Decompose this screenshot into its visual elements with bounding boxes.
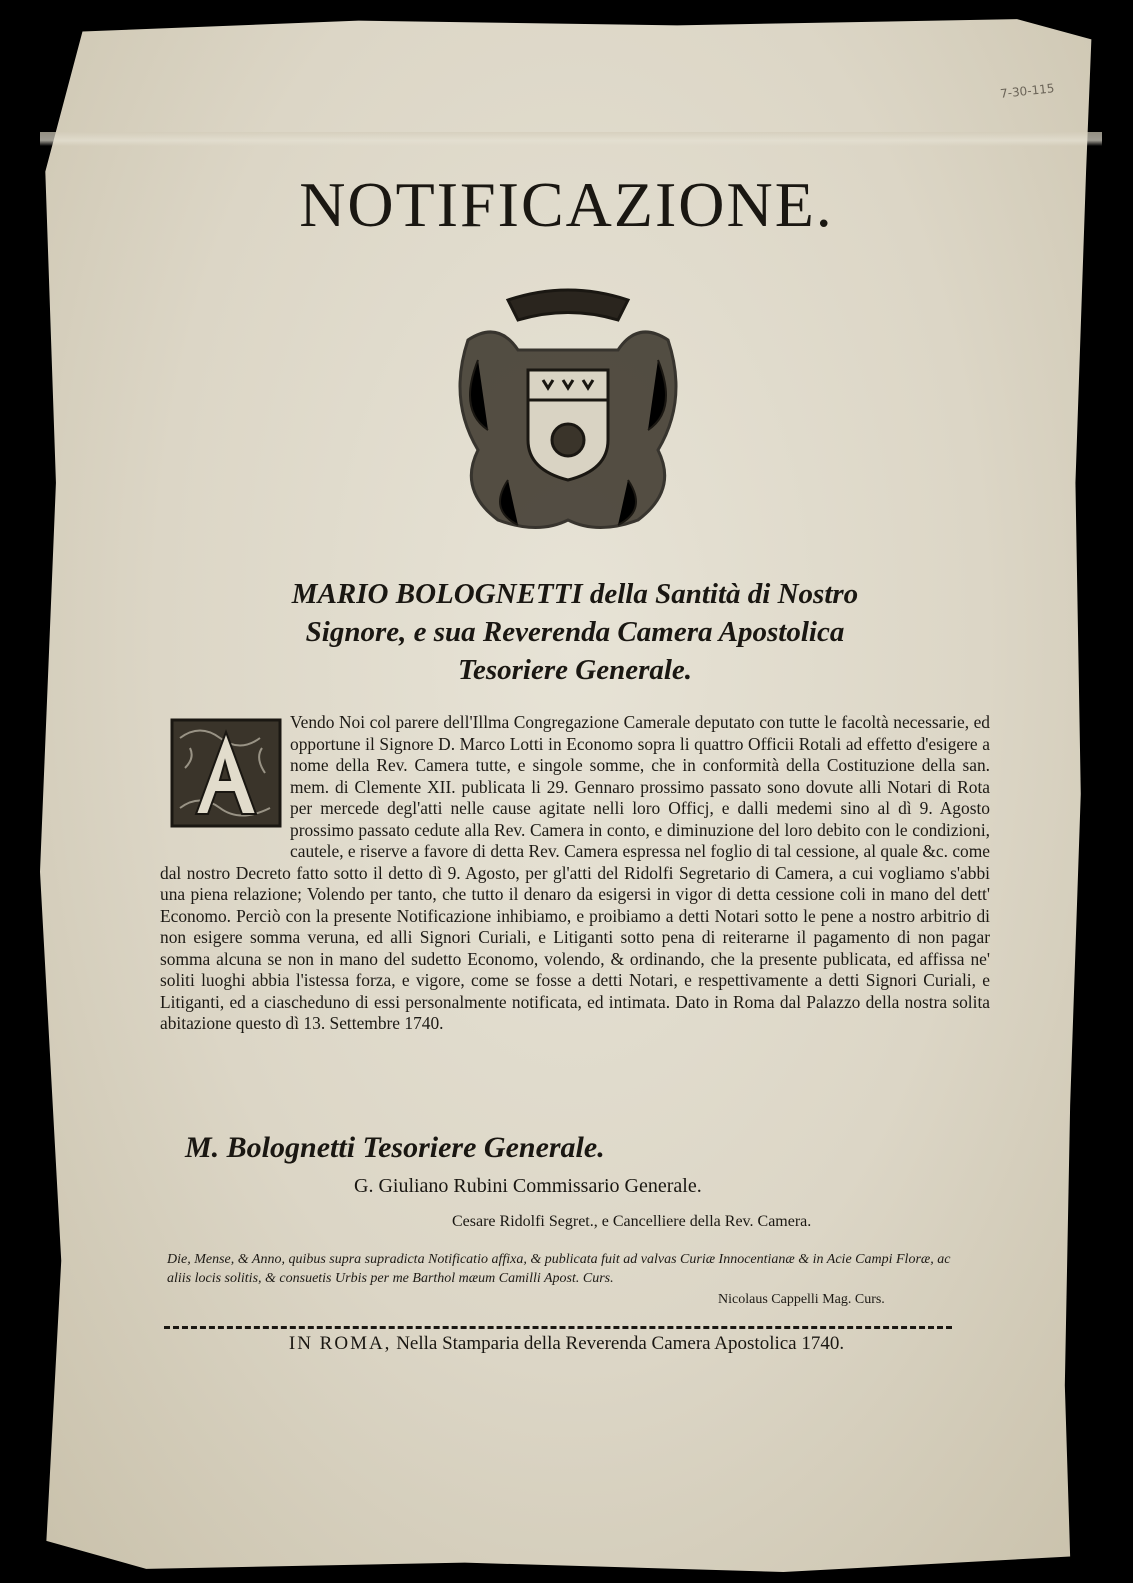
affixation-signer: Nicolaus Cappelli Mag. Curs. xyxy=(718,1292,885,1307)
imprint xyxy=(0,1333,1133,1355)
signature-commissioner: G. Giuliano Rubini Commissario Generale. xyxy=(354,1175,702,1197)
heading-line-3: Tesoriere Generale. xyxy=(457,654,693,686)
heading-line-2: Signore, e sua Reverenda Camera Apostolica xyxy=(305,616,845,648)
imprint-city: IN ROMA, xyxy=(288,1333,392,1354)
document-title: NOTIFICAZIONE. xyxy=(299,169,834,240)
heading-line-1: MARIO BOLOGNETTI della Santità di Nostro xyxy=(291,578,859,610)
notice-body-text: Vendo Noi col parere dell'Illma Congregazione Camerale deputato con tutte le facoltà necessarie, ed opportune il Signore D. Marco Lotti in Economo sopra li quattro Officii Rotali ad effetto d'esigere a nome della Rev. Camera tutte, e singole somme, che in conformità della Costituzione della san. mem. di Clemente XII. publicata li 29. Gennaro prossimo passato sono dovute alli Notari di Rota per mercede degl'atti nelle cause agitate nelli loro Officj, e dalli medemi sino al dì 9. Agosto prossimo passato cedute alla Rev. Camera in conto, e diminuzione del loro debito con le condizioni, cautele, e riserve a favore di detta Rev. Camera espressa nel foglio di tal cessione, al quale &c. come dal nostro Decreto fatto sotto il detto dì 9. Agosto, per gl'atti del Ridolfi Segretario di Camera, a cui vogliamo s'abbi una piena relazione; Volendo per tanto, che tutto il denaro da esigersi in vigor di detta cessione coli in mano del dett' Economo. Perciò con la presente Notificazione inhibiamo, e proibiamo a detti Notari sotto le pene a nostro arbitrio di non esigere somma veruna, ed alli Signori Curiali, e Litiganti sotto pena di reiterarne il pagamento di non pagar somma alcuna se non in mano del sudetto Economo, volendo, & ordinando, che la presente publicata, ed affissa ne' soliti luoghi abbia l'istessa forza, e vigore, come se fosse a detti Notari, e respettivamente a detti Signori Curiali, e Litiganti, ed a ciascheduno di essi personalmente notificata, ed intimata. Dato in Roma dal Palazzo della nostra solita abitazione questo dì 13. Settembre 1740. xyxy=(160,712,990,1033)
notice-body xyxy=(160,712,990,1035)
signature-secretary: Cesare Ridolfi Segret., e Cancelliere della Rev. Camera. xyxy=(452,1213,812,1230)
affixation-note: Die, Mense, & Anno, quibus supra supradicta Notificatio affixa, & publicata fuit ad valvas Curiæ Innocentianæ & in Acie Campi Floræ, ac aliis locis solitis, & consuetis Urbis per me Barthol mæum Camilli Apost. Curs. xyxy=(167,1252,951,1286)
initial-space xyxy=(160,712,290,852)
coat-of-arms-woodcut-icon xyxy=(448,280,688,535)
paper-fold xyxy=(40,132,1102,146)
archive-number: 7-30-115 xyxy=(999,81,1056,101)
divider-rule xyxy=(164,1326,952,1329)
imprint-text: Nella Stamparia della Reverenda Camera Apostolica 1740. xyxy=(396,1333,845,1354)
signature-treasurer: M. Bolognetti Tesoriere Generale. xyxy=(185,1131,605,1164)
heading xyxy=(150,575,1000,689)
